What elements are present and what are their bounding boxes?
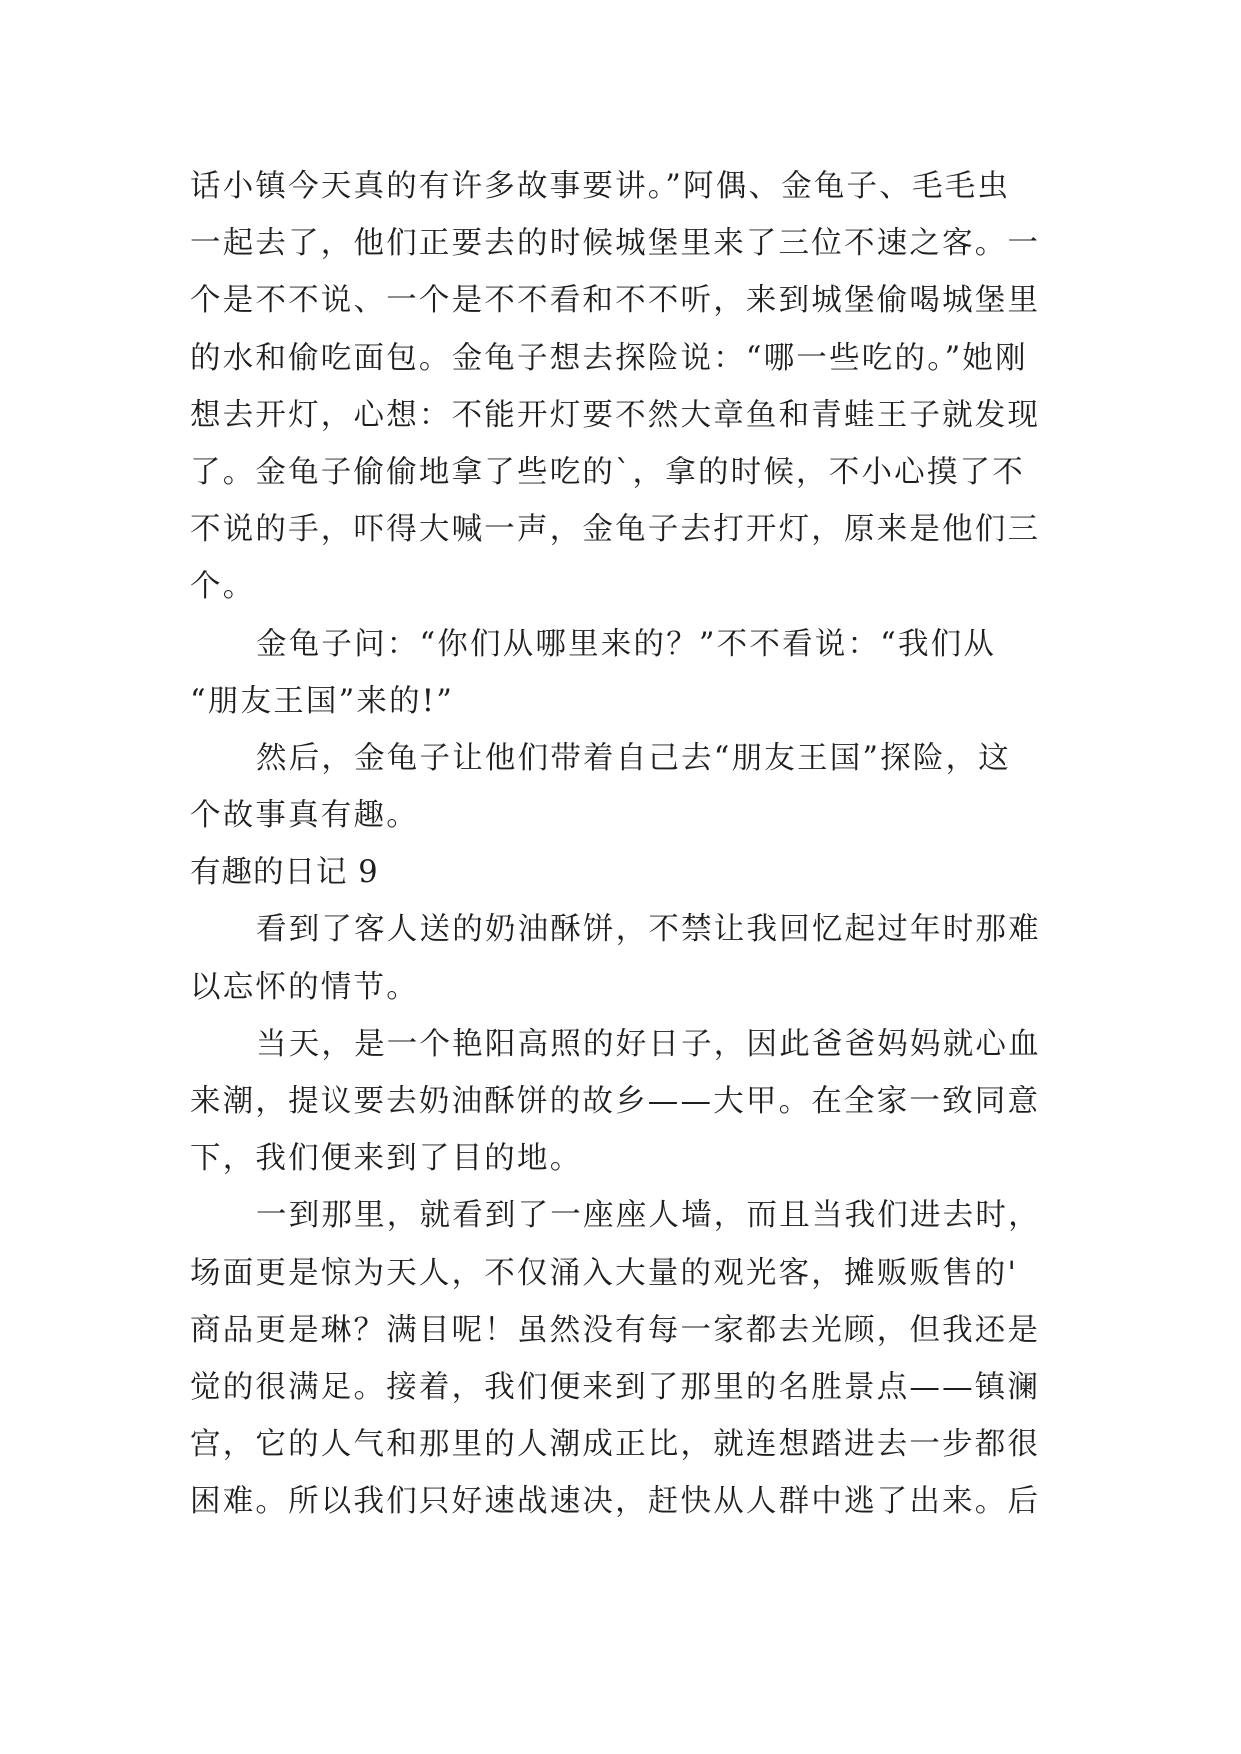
- text-line: 个是不不说、一个是不不看和不不听，来到城堡偷喝城堡里: [190, 283, 1041, 319]
- text-line: “朋友王国”来的!”: [190, 683, 455, 719]
- text-line: 当天，是一个艳阳高照的好日子，因此爸爸妈妈就心血: [256, 1026, 1041, 1062]
- text-line: 了。金龟子偷偷地拿了些吃的`，拿的时候，不小心摸了不: [190, 454, 1025, 490]
- text-line: 觉的很满足。接着，我们便来到了那里的名胜景点——镇澜: [190, 1369, 1041, 1405]
- text-line: 的水和偷吃面包。金龟子想去探险说：“哪一些吃的。”她刚: [190, 340, 1028, 376]
- text-line: 个故事真有趣。: [190, 798, 419, 834]
- text-line: 看到了客人送的奶油酥饼，不禁让我回忆起过年时那难: [256, 912, 1041, 948]
- text-line: 宫，它的人气和那里的人潮成正比，就连想踏进去一步都很: [190, 1427, 1041, 1463]
- text-line: 不说的手，吓得大喊一声，金龟子去打开灯，原来是他们三: [190, 512, 1041, 548]
- text-line: 下，我们便来到了目的地。: [190, 1141, 583, 1177]
- text-line: 场面更是惊为天人，不仅涌入大量的观光客，摊贩贩售的': [190, 1255, 1019, 1291]
- text-line: 金龟子问：“你们从哪里来的？”不不看说：“我们从: [256, 626, 997, 662]
- text-line: 以忘怀的情节。: [190, 969, 419, 1005]
- document-body: [190, 158, 1060, 1531]
- text-line: 商品更是琳？满目呢！虽然没有每一家都去光顾，但我还是: [190, 1312, 1041, 1348]
- text-line: 然后，金龟子让他们带着自己去“朋友王国”探险，这: [256, 740, 1011, 776]
- text-line: 困难。所以我们只好速战速决，赶快从人群中逃了出来。后: [190, 1484, 1041, 1520]
- text-line: 个。: [190, 569, 256, 605]
- text-line: 一起去了，他们正要去的时候城堡里来了三位不速之客。一: [190, 226, 1041, 262]
- text-line: 想去开灯，心想：不能开灯要不然大章鱼和青蛙王子就发现: [190, 397, 1041, 433]
- text-line: 一到那里，就看到了一座座人墙，而且当我们进去时，: [256, 1198, 1041, 1234]
- text-line: 来潮，提议要去奶油酥饼的故乡——大甲。在全家一致同意: [190, 1084, 1041, 1119]
- section-heading: 有趣的日记 9: [190, 855, 379, 891]
- text-line: 话小镇今天真的有许多故事要讲。”阿偶、金龟子、毛毛虫: [190, 169, 1011, 204]
